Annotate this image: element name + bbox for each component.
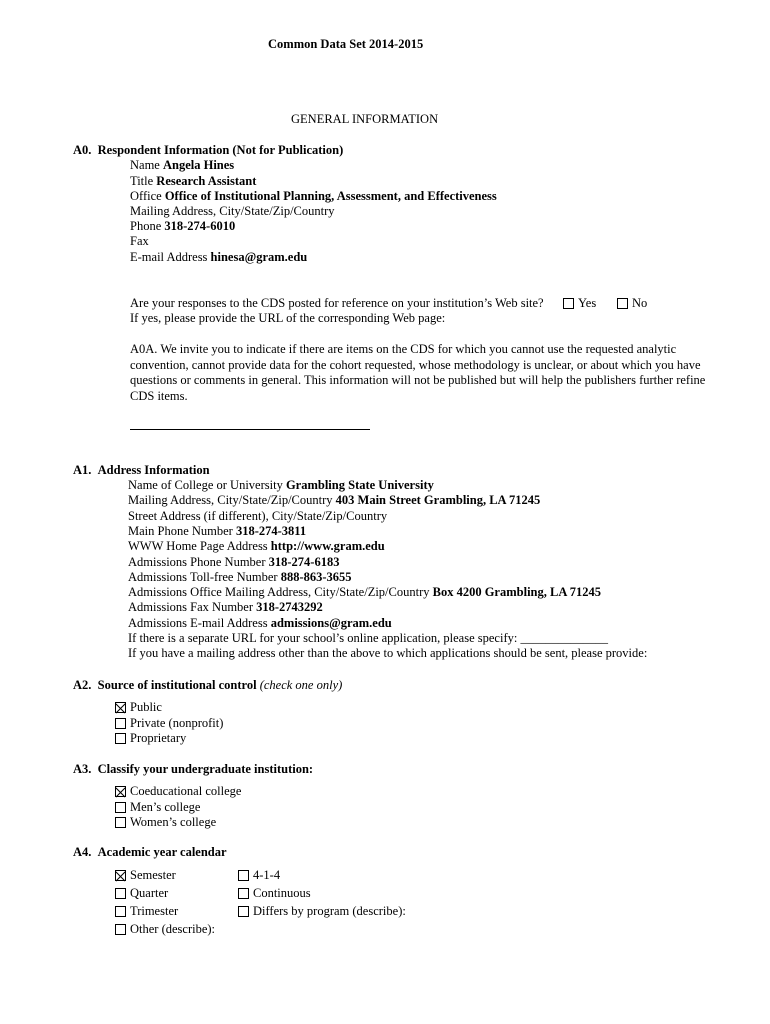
calendar-option[interactable] [115, 886, 168, 901]
address-row [128, 509, 387, 524]
calendar-option[interactable] [238, 904, 406, 919]
address-row-value: Grambling State University [285, 478, 434, 492]
address-row [128, 493, 540, 508]
address-row-value: admissions@gram.edu [270, 615, 392, 630]
cds-posted-yes[interactable]: Yes [563, 296, 596, 311]
a3-heading: A3. Classify your undergraduate institution: [73, 762, 314, 776]
checkbox-icon[interactable] [115, 888, 126, 899]
address-row [128, 570, 352, 585]
address-row-label: Street Address (if different), City/State/Zip/Country [128, 508, 388, 523]
option-label: Public [130, 700, 162, 714]
address-row-value: 318-274-3811 [235, 523, 307, 538]
a1-heading: A1. Address Information [73, 463, 210, 477]
a0a-paragraph: A0A. We invite you to indicate if there are items on the CDS for which you cannot use the requested analytic convention, cannot provide data for the cohort requested, whose methodology is unclear, or about which you have questions or comments in general. This information will not be published but will help the publishers further refine CDS items. [130, 342, 706, 403]
address-row-value: ______________ [520, 631, 608, 645]
checked-checkbox-icon[interactable] [115, 702, 126, 713]
checkbox-icon[interactable] [115, 733, 126, 744]
checkbox-icon[interactable] [238, 870, 249, 881]
respondent-phone: Phone 318-274-6010 [130, 219, 236, 233]
respondent-title: Title Research Assistant [130, 174, 257, 188]
option-label: Continuous [253, 886, 311, 900]
respondent-name: Name Angela Hines [130, 158, 235, 172]
institution-type-option[interactable] [115, 800, 200, 815]
checkbox-icon[interactable] [115, 718, 126, 729]
calendar-option[interactable] [238, 868, 280, 883]
address-row-label: Admissions Phone Number [128, 554, 266, 569]
address-row-label: WWW Home Page Address [128, 539, 268, 554]
address-row-value: 318-2743292 [256, 600, 323, 615]
address-row-label: If there is a separate URL for your school’s online application, please specify: [128, 631, 518, 645]
address-row-value: http://www.gram.edu [270, 539, 385, 554]
option-label: Trimester [130, 904, 179, 918]
comment-line[interactable] [130, 429, 370, 430]
checkbox-icon[interactable] [238, 906, 249, 917]
option-label: 4-1-4 [253, 868, 281, 882]
control-option[interactable] [115, 731, 186, 746]
a2-heading: A2. Source of institutional control (check one only) [73, 678, 343, 692]
cds-posted-question: Are your responses to the CDS posted for reference on your institution’s Web site? [130, 296, 544, 310]
checkbox-icon[interactable] [115, 906, 126, 917]
respondent-fax: Fax [130, 234, 149, 248]
institution-type-option[interactable] [115, 815, 216, 830]
option-label: Private (nonprofit) [130, 715, 224, 730]
institution-type-option[interactable] [115, 784, 241, 799]
option-label: Women’s college [130, 815, 217, 829]
address-row-value: 888-863-3655 [280, 569, 352, 584]
option-label: Other (describe): [130, 922, 216, 936]
checkbox-icon[interactable] [617, 298, 628, 309]
document-title: Common Data Set 2014-2015 [268, 37, 424, 51]
address-row [128, 616, 392, 631]
url-prompt: If yes, please provide the URL of the corresponding Web page: [130, 311, 446, 325]
address-row-label: Main Phone Number [128, 523, 233, 538]
respondent-email: E-mail Address hinesa@gram.edu [130, 250, 308, 264]
calendar-option[interactable] [238, 886, 311, 901]
address-row [128, 585, 601, 600]
address-row [128, 478, 434, 493]
address-row [128, 646, 647, 661]
respondent-mailing-address: Mailing Address, City/State/Zip/Country [130, 204, 335, 218]
checkbox-icon[interactable] [563, 298, 574, 309]
address-row [128, 600, 323, 615]
address-row-label: Admissions Toll-free Number [128, 569, 278, 584]
address-row [128, 631, 608, 646]
address-row-label: Admissions Office Mailing Address, City/State/Zip/Country [128, 585, 430, 600]
a0-heading: A0. Respondent Information (Not for Publication) [73, 143, 344, 157]
address-row [128, 555, 339, 570]
control-option[interactable] [115, 716, 223, 731]
option-label: Proprietary [130, 731, 187, 745]
address-row-value: 318-274-6183 [268, 554, 340, 569]
option-label: Semester [130, 868, 176, 882]
calendar-option[interactable] [115, 922, 215, 937]
a4-heading: A4. Academic year calendar [73, 845, 227, 859]
address-row-value: 403 Main Street Grambling, LA 71245 [335, 493, 541, 508]
control-option[interactable] [115, 700, 162, 715]
address-row-label: Name of College or University [128, 478, 283, 492]
option-label: Differs by program (describe): [253, 904, 406, 918]
address-row-label: Mailing Address, City/State/Zip/Country [128, 493, 333, 508]
address-row [128, 524, 306, 539]
checkbox-icon[interactable] [238, 888, 249, 899]
calendar-option[interactable] [115, 904, 178, 919]
option-label: Men’s college [130, 799, 201, 814]
checked-checkbox-icon[interactable] [115, 870, 126, 881]
checked-checkbox-icon[interactable] [115, 786, 126, 797]
option-label: Quarter [130, 886, 169, 900]
address-row-label: Admissions Fax Number [128, 600, 253, 615]
address-row-value: Box 4200 Grambling, LA 71245 [432, 585, 602, 600]
checkbox-icon[interactable] [115, 802, 126, 813]
cds-posted-no[interactable]: No [617, 296, 647, 311]
address-row [128, 539, 385, 554]
section-title: GENERAL INFORMATION [291, 112, 439, 126]
respondent-office: Office Office of Institutional Planning, Assessment, and Effectiveness [130, 189, 497, 203]
option-label: Coeducational college [130, 784, 242, 798]
address-row-label: If you have a mailing address other than the above to which applications should be sent, please provide: [128, 646, 648, 661]
checkbox-icon[interactable] [115, 924, 126, 935]
checkbox-icon[interactable] [115, 817, 126, 828]
address-row-label: Admissions E-mail Address [128, 615, 268, 630]
calendar-option[interactable] [115, 868, 176, 883]
